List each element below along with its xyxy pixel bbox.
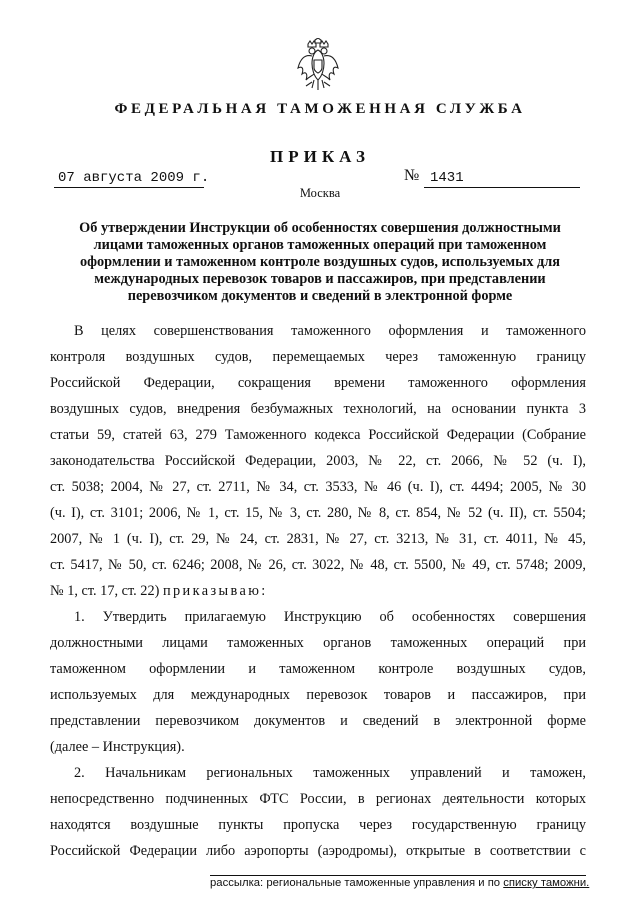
body-line: статьи 59, статей 63, 279 Таможенного кодекса Российской Федерации (Собрание xyxy=(50,427,586,443)
body-line: законодательства Российской Федерации, 2003, № 22, ст. 2066, № 52 (ч. I), xyxy=(50,453,586,469)
distribution-note xyxy=(210,877,590,889)
subject-line: перевозчиком документов и сведений в электронной форме xyxy=(127,288,513,304)
body-line: непосредственно подчиненных ФТС России, в регионах деятельности которых xyxy=(50,791,586,807)
body-line: 1. Утвердить прилагаемую Инструкцию об особенностях совершения xyxy=(74,609,586,625)
number-sign: № xyxy=(404,167,420,184)
body-line: В целях совершенствования таможенного оформления и таможенного xyxy=(74,323,586,339)
body-line: 2. Начальникам региональных таможенных управлений и таможен, xyxy=(74,765,586,781)
distribution-list: списку таможни. xyxy=(503,877,590,889)
body-line xyxy=(50,578,586,604)
distribution-prefix: рассылка: региональные таможенные управления и по xyxy=(210,877,504,889)
body-line: Российской Федерации, сокращения времени таможенного оформления xyxy=(50,375,586,391)
subject-line: Об утверждении Инструкции об особенностях совершения должностными xyxy=(79,220,561,236)
body-line: (ч. I), ст. 3101; 2006, № 1, ст. 15, № 3, ст. 280, № 8, ст. 854, № 52 (ч. II), ст. 5504; xyxy=(50,505,586,521)
body-line: представлении перевозчиком документов и сведений в электронной форме xyxy=(50,713,586,729)
body-line: 2007, № 1 (ч. I), ст. 29, № 24, ст. 2831, № 27, ст. 3213, № 31, ст. 4011, № 45, xyxy=(50,531,586,547)
body-line: (далее – Инструкция). xyxy=(50,739,185,755)
body-line: Российской Федерации либо аэропорты (аэродромы), открытые в соответствии с xyxy=(50,843,586,859)
body-line: ст. 5417, № 50, ст. 6246; 2008, № 26, ст. 3022, № 48, ст. 5500, № 49, ст. 5748; 2009, xyxy=(50,557,586,573)
order-date: 07 августа 2009 г. xyxy=(54,170,204,188)
footer-divider xyxy=(210,875,586,876)
body-line: контроля воздушных судов, перемещаемых через таможенную границу xyxy=(50,349,586,365)
order-subject xyxy=(56,220,584,305)
body-line: ст. 5038; 2004, № 27, ст. 2711, № 34, ст. 3533, № 46 (ч. I), ст. 4494; 2005, № 30 xyxy=(50,479,586,495)
subject-line: лицами таможенных органов таможенных операций при таможенном xyxy=(93,237,547,253)
double-headed-eagle-icon xyxy=(296,38,340,94)
body-line-text: № 1, ст. 17, ст. 22) xyxy=(50,583,160,599)
body-line: находятся воздушные пункты пропуска через государственную границу xyxy=(50,817,586,833)
body-line: используемых для международных перевозок товаров и пассажиров, при xyxy=(50,687,586,703)
decree-word: приказываю: xyxy=(162,583,268,599)
body-line: воздушных судов, внедрения безбумажных технологий, на основании пункта 3 xyxy=(50,401,586,417)
agency-name: ФЕДЕРАЛЬНАЯ ТАМОЖЕННАЯ СЛУЖБА xyxy=(114,101,526,117)
document-type: ПРИКАЗ xyxy=(270,147,370,166)
order-body xyxy=(50,318,586,864)
city: Москва xyxy=(299,186,341,200)
body-line: должностными лицами таможенных органов таможенных операций при xyxy=(50,635,586,651)
subject-line: международных перевозок товаров и пассажиров, при представлении xyxy=(94,271,546,287)
body-line: таможенном оформлении и таможенном контроле воздушных судов, xyxy=(50,661,586,677)
order-number: 1431 xyxy=(424,170,580,188)
subject-line: оформлении и таможенном контроле воздушных судов, используемых для xyxy=(79,254,561,270)
